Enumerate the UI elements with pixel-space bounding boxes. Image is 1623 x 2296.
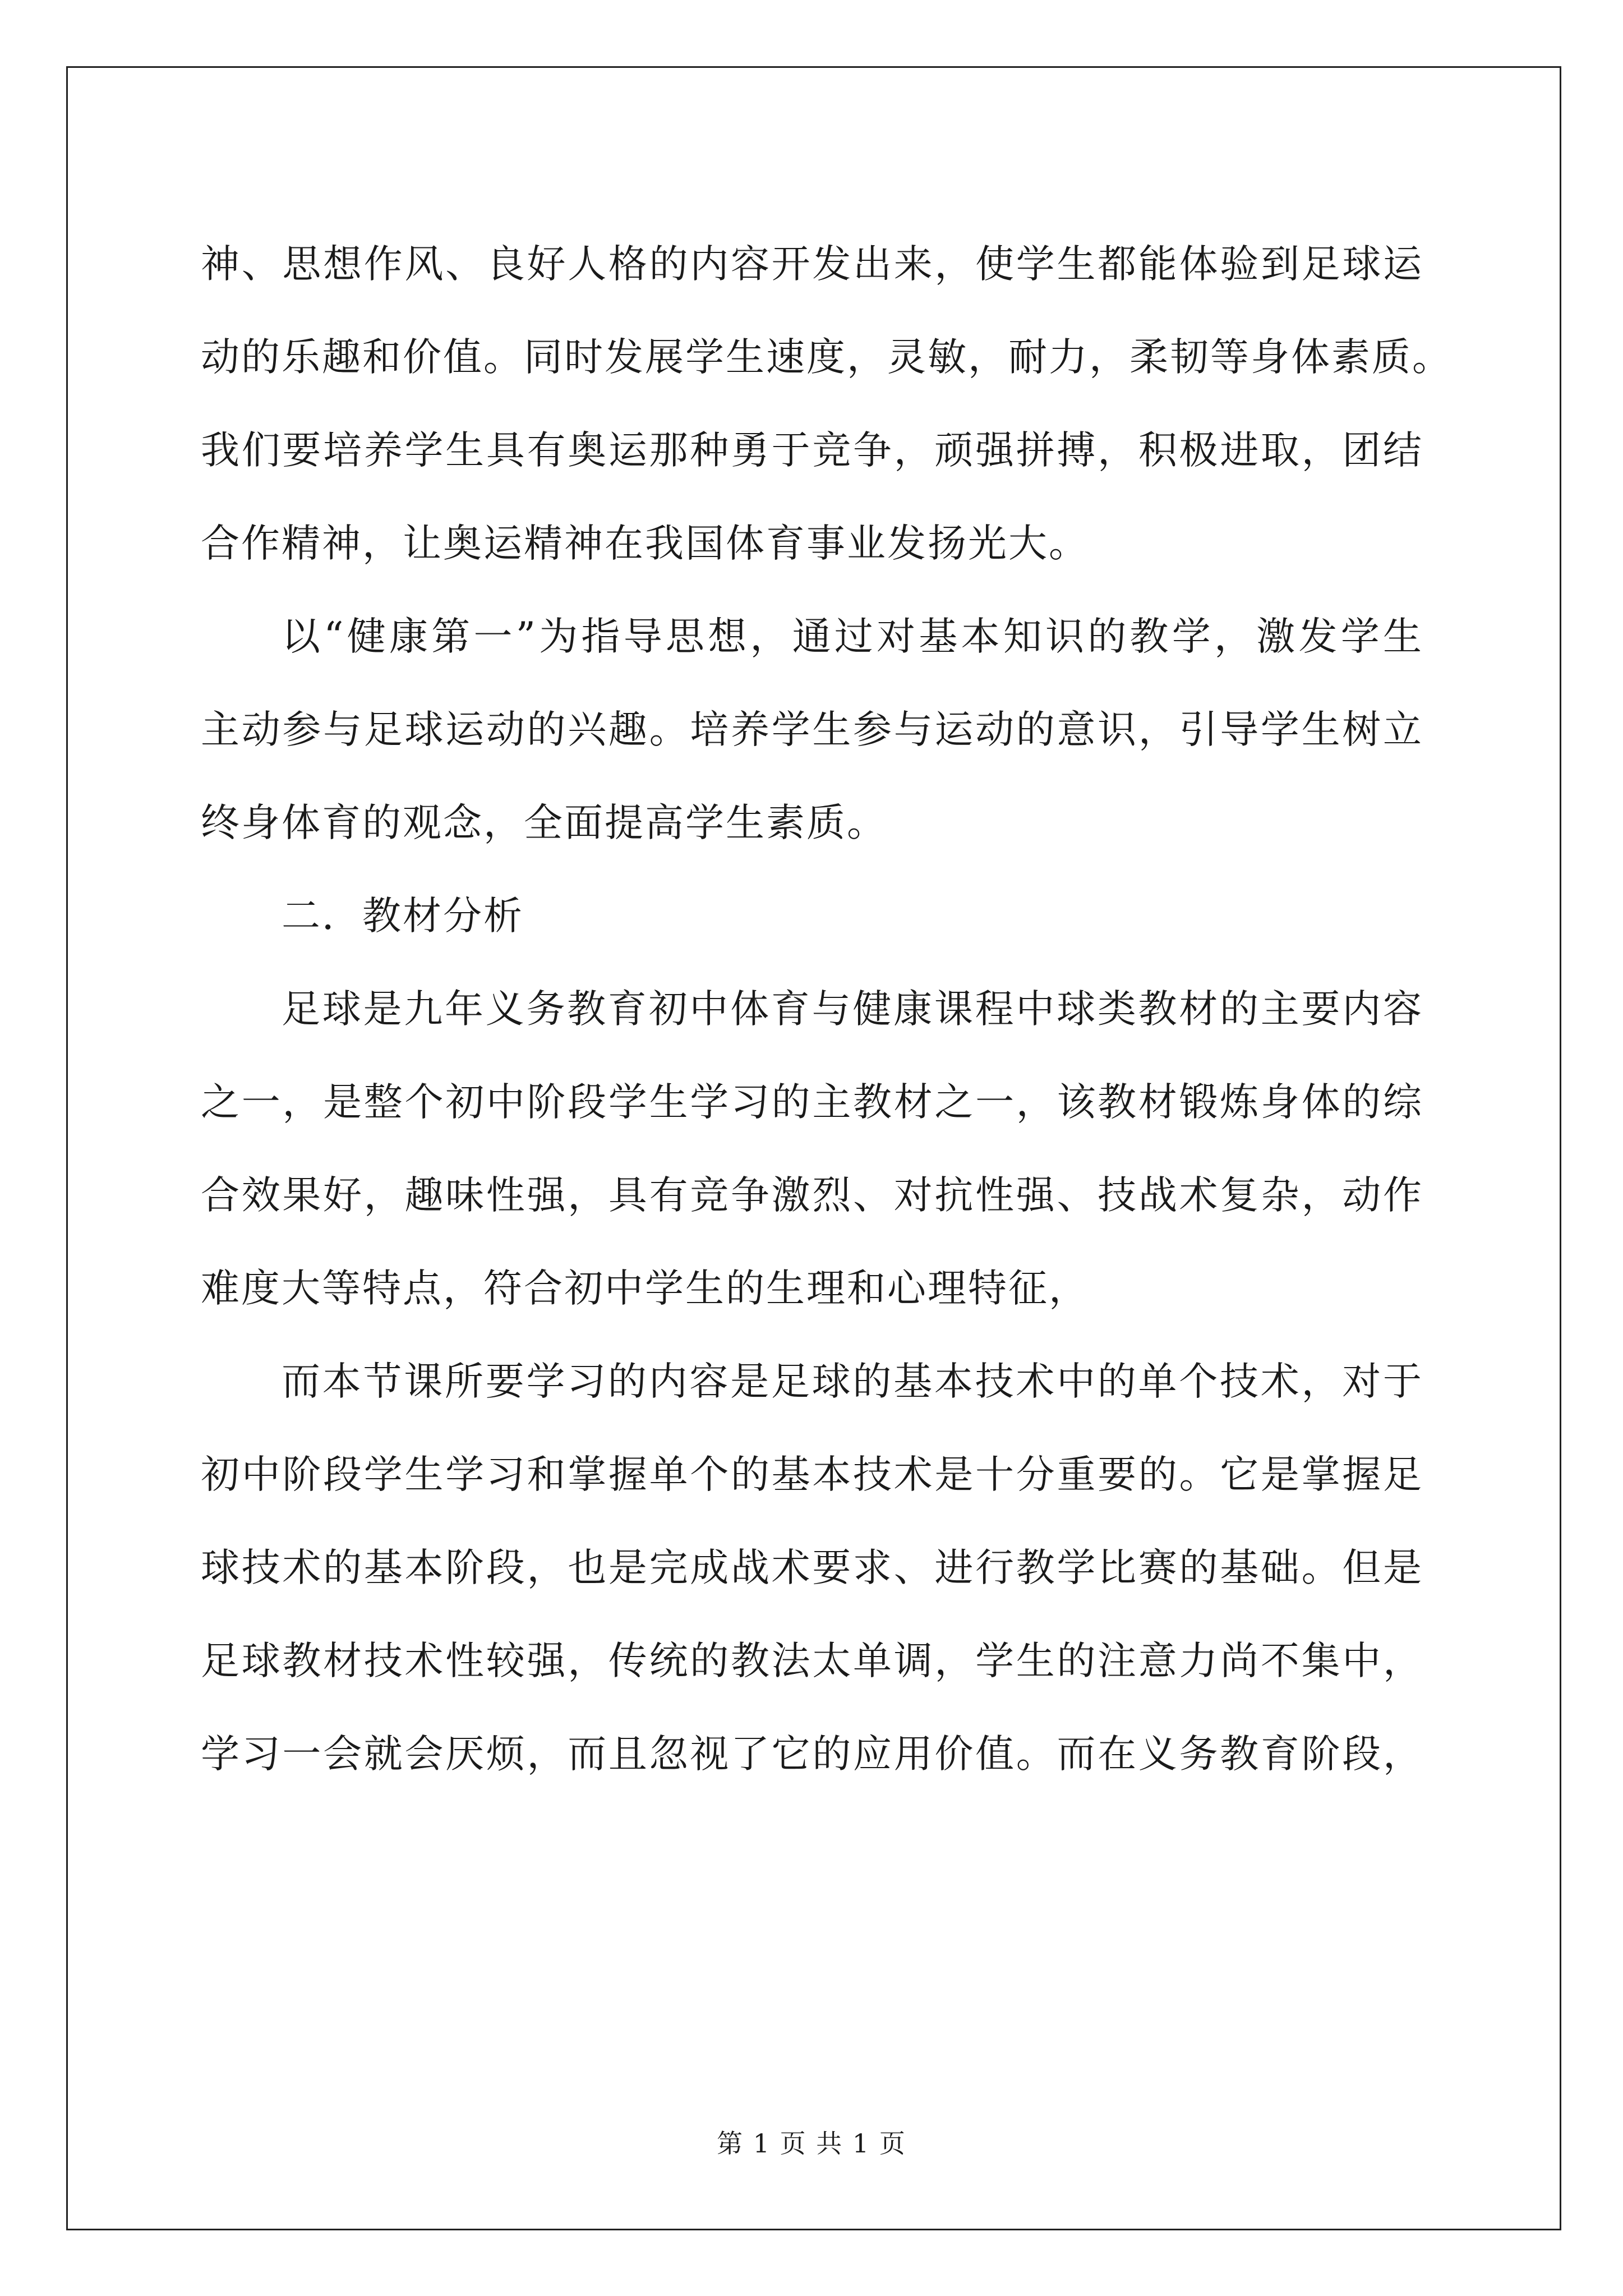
text-line: 而本节课所要学习的内容是足球的基本技术中的单个技术，对于	[282, 1359, 1423, 1404]
text-line: 动的乐趣和价值。同时发展学生速度，灵敏，耐力，柔韧等身体素质。	[201, 335, 1453, 380]
text-line: 我们要培养学生具有奥运那种勇于竞争，顽强拼搏，积极进取，团结	[201, 428, 1423, 473]
page-footer: 第 1 页 共 1 页	[717, 2128, 906, 2159]
text-line: 足球教材技术性较强，传统的教法太单调，学生的注意力尚不集中，	[201, 1639, 1423, 1683]
text-line: 终身体育的观念，全面提高学生素质。	[201, 800, 887, 845]
text-line: 合作精神，让奥运精神在我国体育事业发扬光大。	[201, 521, 1089, 566]
text-line: 初中阶段学生学习和掌握单个的基本技术是十分重要的。它是掌握足	[201, 1452, 1423, 1497]
text-line: 合效果好，趣味性强，具有竞争激烈、对抗性强、技战术复杂，动作	[201, 1173, 1423, 1218]
text-line: 学习一会就会厌烦，而且忽视了它的应用价值。而在义务教育阶段，	[201, 1732, 1423, 1777]
text-line: 难度大等特点，符合初中学生的生理和心理特征，	[201, 1266, 1089, 1311]
text-line: 足球是九年义务教育初中体育与健康课程中球类教材的主要内容	[282, 987, 1423, 1032]
text-line: 球技术的基本阶段，也是完成战术要求、进行教学比赛的基础。但是	[201, 1545, 1423, 1590]
text-line: 主动参与足球运动的兴趣。培养学生参与运动的意识，引导学生树立	[201, 707, 1423, 752]
document-body	[201, 218, 1453, 1801]
text-line: 神、思想作风、良好人格的内容开发出来，使学生都能体验到足球运	[201, 242, 1423, 287]
section-heading: 二．教材分析	[282, 894, 524, 938]
text-line: 之一，是整个初中阶段学生学习的主教材之一，该教材锻炼身体的综	[201, 1080, 1423, 1125]
text-line: 以“健康第一”为指导思想，通过对基本知识的教学，激发学生	[282, 614, 1423, 659]
